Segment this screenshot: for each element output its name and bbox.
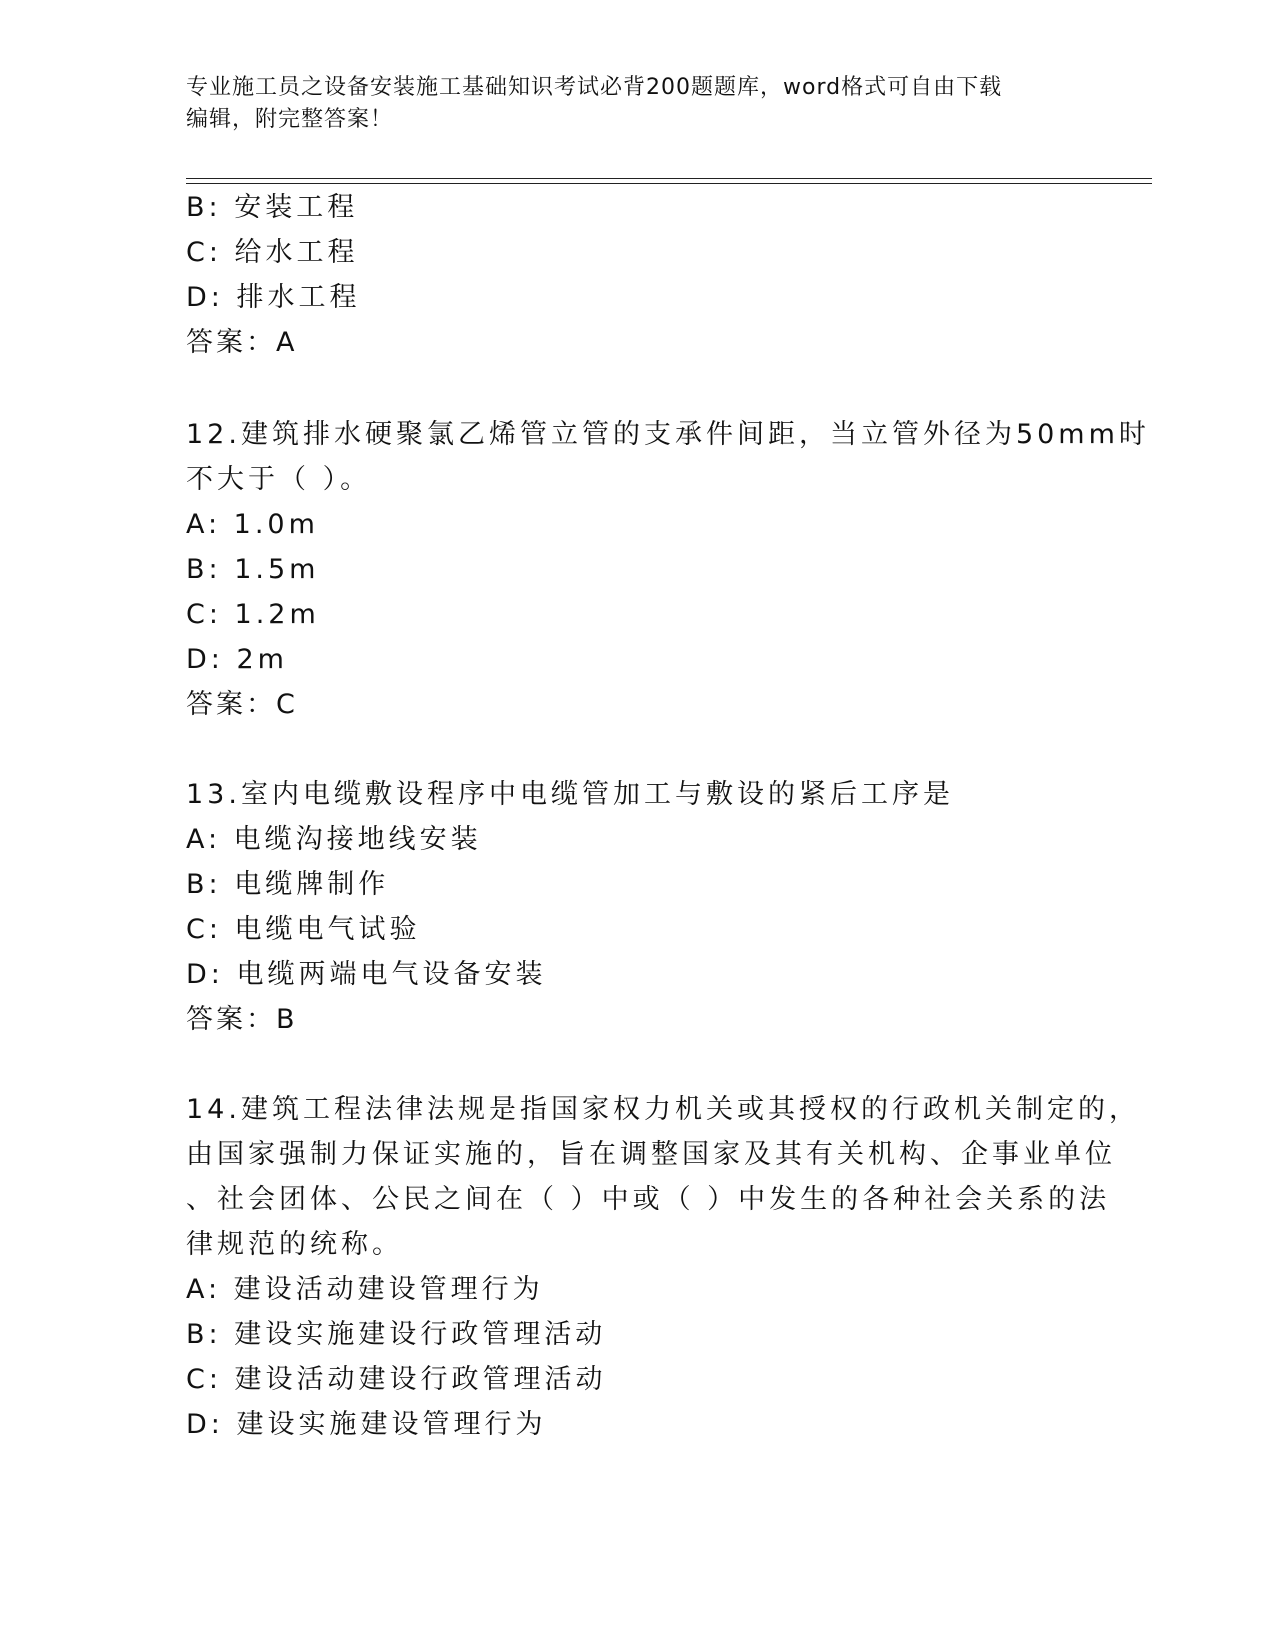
q12-option-a: A: 1.0m [186, 509, 319, 540]
q13-option-c: C: 电缆电气试验 [186, 914, 421, 945]
q13-stem-line-1: 13.室内电缆敷设程序中电缆管加工与敷设的紧后工序是 [186, 779, 954, 810]
q12-stem-line-1: 12.建筑排水硬聚氯乙烯管立管的支承件间距，当立管外径为50mm时 [186, 419, 1150, 450]
q12-option-d: D: 2m [186, 644, 288, 675]
header-rule-bottom [186, 183, 1152, 184]
q14-stem-line-3: 、社会团体、公民之间在（ ）中或（ ）中发生的各种社会关系的法 [186, 1184, 1111, 1215]
q14-stem-line-1: 14.建筑工程法律法规是指国家权力机关或其授权的行政机关制定的， [186, 1094, 1140, 1125]
q14-option-c: C: 建设活动建设行政管理活动 [186, 1364, 607, 1395]
header-title-line-1: 专业施工员之设备安装施工基础知识考试必背200题题库，word格式可自由下载 [186, 75, 1003, 100]
q12-option-b: B: 1.5m [186, 554, 320, 585]
document-header [186, 72, 1066, 136]
q13-option-b: B: 电缆牌制作 [186, 869, 390, 900]
q13-option-d: D: 电缆两端电气设备安装 [186, 959, 547, 990]
q14-stem-line-4: 律规范的统称。 [186, 1229, 403, 1260]
q13-answer: 答案：B [186, 1004, 298, 1035]
header-rule-top [186, 178, 1152, 179]
q14-option-b: B: 建设实施建设行政管理活动 [186, 1319, 607, 1350]
q14-stem-line-2: 由国家强制力保证实施的，旨在调整国家及其有关机构、企事业单位 [186, 1139, 1116, 1170]
q14-option-a: A: 建设活动建设管理行为 [186, 1274, 544, 1305]
q14-option-d: D: 建设实施建设管理行为 [186, 1409, 547, 1440]
q12-option-c: C: 1.2m [186, 599, 320, 630]
q11-option-d: D: 排水工程 [186, 282, 361, 313]
q12-answer: 答案：C [186, 689, 298, 720]
header-title-line-2: 编辑，附完整答案！ [186, 107, 394, 132]
q11-option-b: B: 安装工程 [186, 192, 359, 223]
q11-answer: 答案：A [186, 327, 298, 358]
q12-stem-line-2: 不大于（ ）。 [186, 464, 372, 495]
q11-option-c: C: 给水工程 [186, 237, 359, 268]
q13-option-a: A: 电缆沟接地线安装 [186, 824, 482, 855]
